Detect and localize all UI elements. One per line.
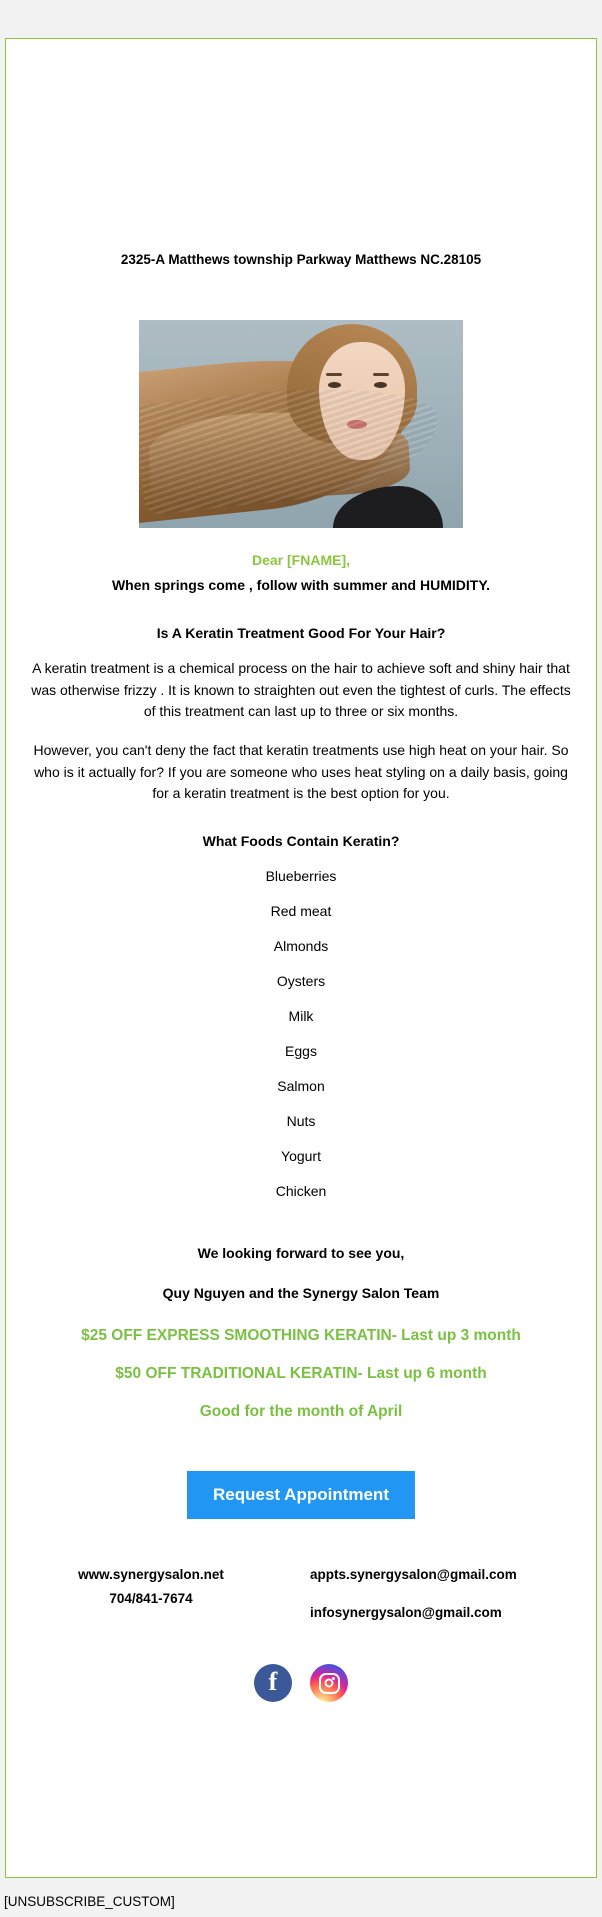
model-lips	[347, 420, 367, 429]
offer-line-3: Good for the month of April	[199, 1403, 403, 1421]
closing-line-2: Quy Nguyen and the Synergy Salon Team	[162, 1285, 440, 1302]
list-item: Eggs	[285, 1043, 317, 1060]
list-item: Blueberries	[265, 868, 337, 885]
model-eye-left	[328, 382, 341, 388]
paragraph-2: However, you can't deny the fact that keratin treatments use high heat on your hair. So who is it actually for? If you are someone who uses heat styling on a daily basis, going for a keratin treatment is the best option for you.	[33, 741, 569, 802]
contact-left-column	[36, 1563, 266, 1624]
email-appts-link[interactable]: appts.synergysalon@gmail.com	[310, 1567, 517, 1583]
hero-image-wrapper	[20, 320, 582, 528]
facebook-icon[interactable]	[254, 1664, 292, 1702]
foods-heading: What Foods Contain Keratin?	[202, 833, 400, 850]
list-item: Oysters	[276, 973, 326, 990]
closing-line-1: We looking forward to see you,	[197, 1245, 405, 1262]
website-link[interactable]: www.synergysalon.net	[78, 1567, 224, 1583]
email-body-frame	[5, 38, 597, 1878]
cta-wrapper	[20, 1471, 582, 1519]
phone-number[interactable]: 704/841-7674	[109, 1590, 193, 1606]
list-item: Milk	[288, 1008, 314, 1025]
greeting-line: Dear [FNAME],	[251, 551, 350, 568]
model-brow-right	[373, 373, 389, 376]
salon-address: 2325-A Matthews township Parkway Matthews NC.28105	[120, 252, 482, 267]
list-item: Red meat	[270, 903, 332, 920]
paragraph-1: A keratin treatment is a chemical process on the hair to achieve soft and shiny hair that was otherwise frizzy . It is known to straighten out even the tightest of curls. The effects of this treatment can last up to three or six months.	[31, 659, 571, 720]
model-eye-right	[374, 382, 387, 388]
subgreeting-line: When springs come , follow with summer and HUMIDITY.	[111, 576, 491, 593]
instagram-dot	[332, 1677, 335, 1680]
social-links-row	[20, 1664, 582, 1730]
contact-row	[20, 1563, 582, 1624]
hero-image	[139, 320, 463, 528]
email-info-link[interactable]: infosynergysalon@gmail.com	[310, 1604, 502, 1620]
request-appointment-button[interactable]: Request Appointment	[187, 1471, 415, 1519]
unsubscribe-bar	[0, 1888, 602, 1917]
contact-right-column	[310, 1563, 560, 1624]
section-heading: Is A Keratin Treatment Good For Your Hair?	[156, 624, 446, 641]
instagram-icon[interactable]	[310, 1664, 348, 1702]
instagram-camera-shape	[319, 1673, 340, 1694]
list-item: Almonds	[273, 938, 329, 955]
list-item: Salmon	[277, 1078, 325, 1095]
facebook-glyph: f	[268, 1666, 278, 1696]
list-item: Chicken	[275, 1183, 327, 1200]
header-spacer	[20, 39, 582, 251]
offer-line-2: $50 OFF TRADITIONAL KERATIN- Last up 6 month	[115, 1365, 487, 1383]
model-brow-left	[326, 373, 342, 376]
list-item: Nuts	[286, 1113, 316, 1130]
unsubscribe-link[interactable]: [UNSUBSCRIBE_CUSTOM]	[4, 1894, 175, 1909]
offer-line-1: $25 OFF EXPRESS SMOOTHING KERATIN- Last up 3 month	[81, 1327, 521, 1345]
list-item: Yogurt	[281, 1148, 321, 1165]
